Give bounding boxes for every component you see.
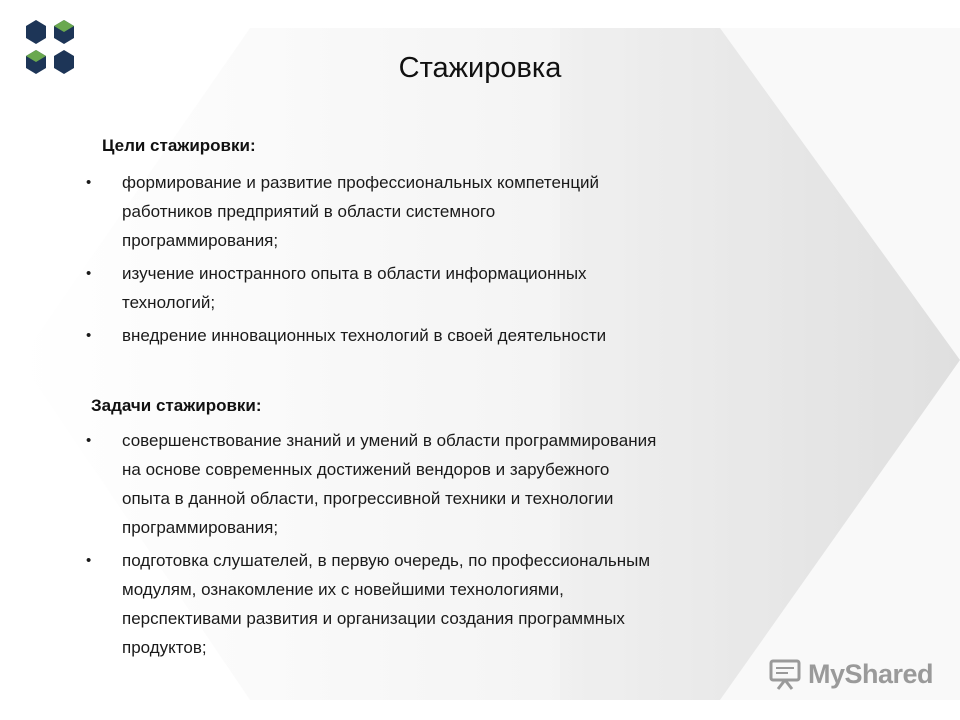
tasks-list-item <box>0 426 760 542</box>
myshared-watermark[interactable] <box>768 656 933 692</box>
bullet-icon: • <box>86 174 92 191</box>
bullet-icon: • <box>86 327 92 344</box>
goals-item-text: внедрение инновационных технологий в своей деятельности <box>122 326 607 345</box>
watermark-text: MyShared <box>808 658 934 689</box>
bullet-icon: • <box>86 552 92 569</box>
slide-title: Стажировка <box>398 52 562 84</box>
goals-list-item <box>0 168 760 255</box>
goals-list <box>0 168 760 354</box>
bullet-icon: • <box>86 265 92 282</box>
tasks-heading: Задачи стажировки: <box>91 396 262 415</box>
goals-list-item <box>0 259 760 317</box>
goals-list-item <box>0 321 760 350</box>
tasks-item-text: подготовка слушателей, в первую очередь, по профессиональным модулям, ознакомление их с новейшими технологиями, перспективами развития и организации создания программных продуктов; <box>122 551 651 657</box>
presentation-board-icon <box>768 657 802 691</box>
goals-item-text: изучение иностранного опыта в области информационных технологий; <box>122 264 587 312</box>
goals-heading: Цели стажировки: <box>102 136 256 155</box>
goals-item-text: формирование и развитие профессиональных компетенций работников предприятий в области системного программирования; <box>122 173 600 250</box>
tasks-list <box>0 426 760 666</box>
tasks-item-text: совершенствование знаний и умений в области программирования на основе современных достижений вендоров и зарубежного опыта в данной области, прогрессивной техники и технологии программирования; <box>122 431 657 537</box>
bullet-icon: • <box>86 432 92 449</box>
tasks-list-item <box>0 546 760 662</box>
